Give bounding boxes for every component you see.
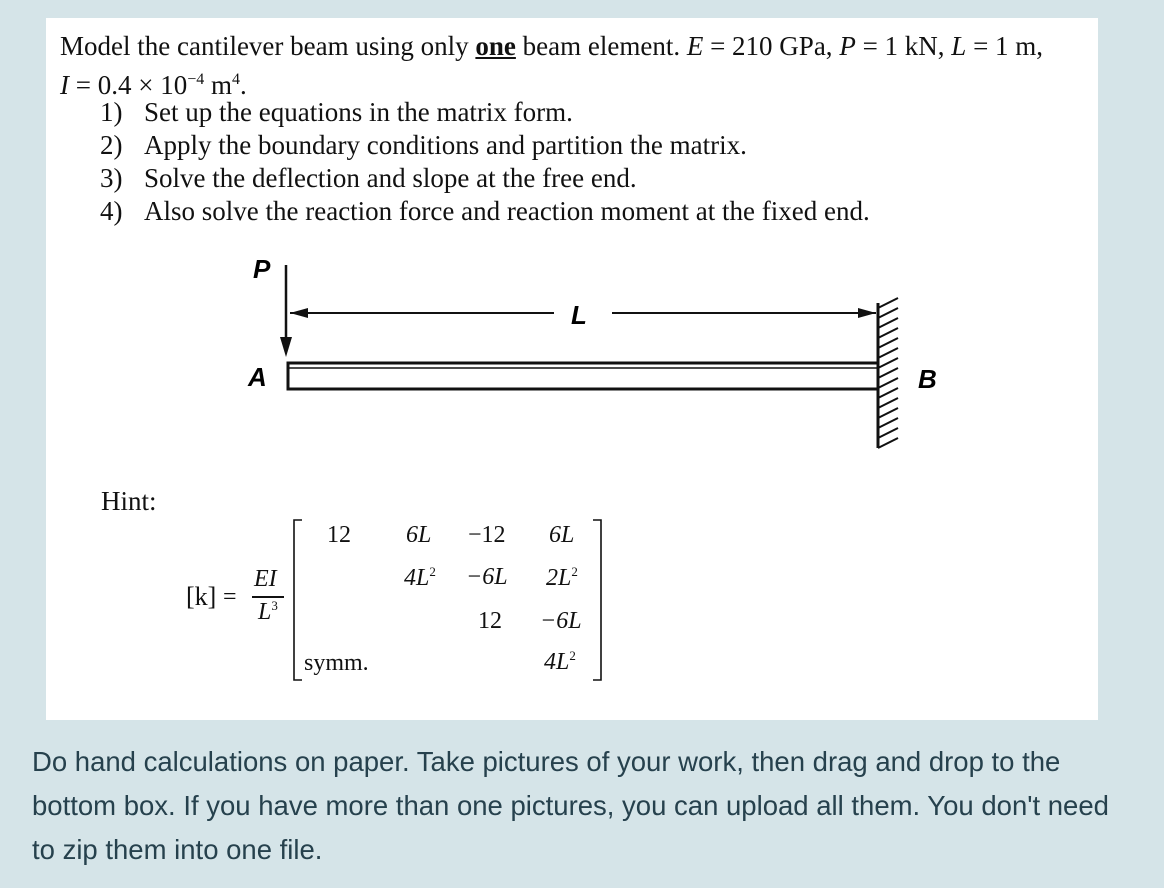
problem-card [46,18,1098,720]
load-label: P [253,254,271,284]
problem-line-1: Model the cantilever beam using only one beam element. E = 210 GPa, P = 1 kN, L = 1 m, [60,31,1044,61]
matrix-cell: $4L^2$ [404,564,436,591]
matrix-cell: 12 [478,608,502,634]
task-item: 2) Apply the boundary conditions and partition the matrix. [100,130,747,160]
fraction-denominator: $L^3$ [258,598,278,625]
matrix-cell: $4L^2$ [544,648,576,675]
length-label: L [571,300,587,330]
equals-sign: = [223,584,237,610]
instructions-text: Do hand calculations on paper. Take pictures of your work, then drag and drop to the bottom box. If you have more than one pictures, you can upload all them. You don't need to zip them into one file. [32,746,1109,865]
task-item: 1) Set up the equations in the matrix form. [100,97,573,127]
stiffness-matrix [46,18,1098,720]
task-item: 3) Solve the deflection and slope at the free end. [100,163,637,193]
matrix-cell: 6L [406,522,432,548]
hint-label: Hint: [101,486,157,516]
matrix-cell: −6L [466,564,508,590]
matrix-symm-label: symm. [304,650,369,676]
matrix-cell: −6L [540,608,582,634]
matrix-cell: 12 [327,522,351,548]
fraction-numerator: EI [254,566,277,592]
fixed-end-label: B [918,364,937,394]
emphasis-one: one [475,31,516,61]
matrix-cell: $2L^2$ [546,564,578,591]
task-item: 4) Also solve the reaction force and reaction moment at the fixed end. [100,196,870,226]
free-end-label: A [248,362,267,392]
matrix-cell: −12 [468,522,506,548]
k-symbol: [k] [186,582,217,611]
matrix-cell: 6L [549,522,575,548]
problem-line-2: $I = 0.4 \times 10^{-4}$ $m^4$. [60,70,247,100]
